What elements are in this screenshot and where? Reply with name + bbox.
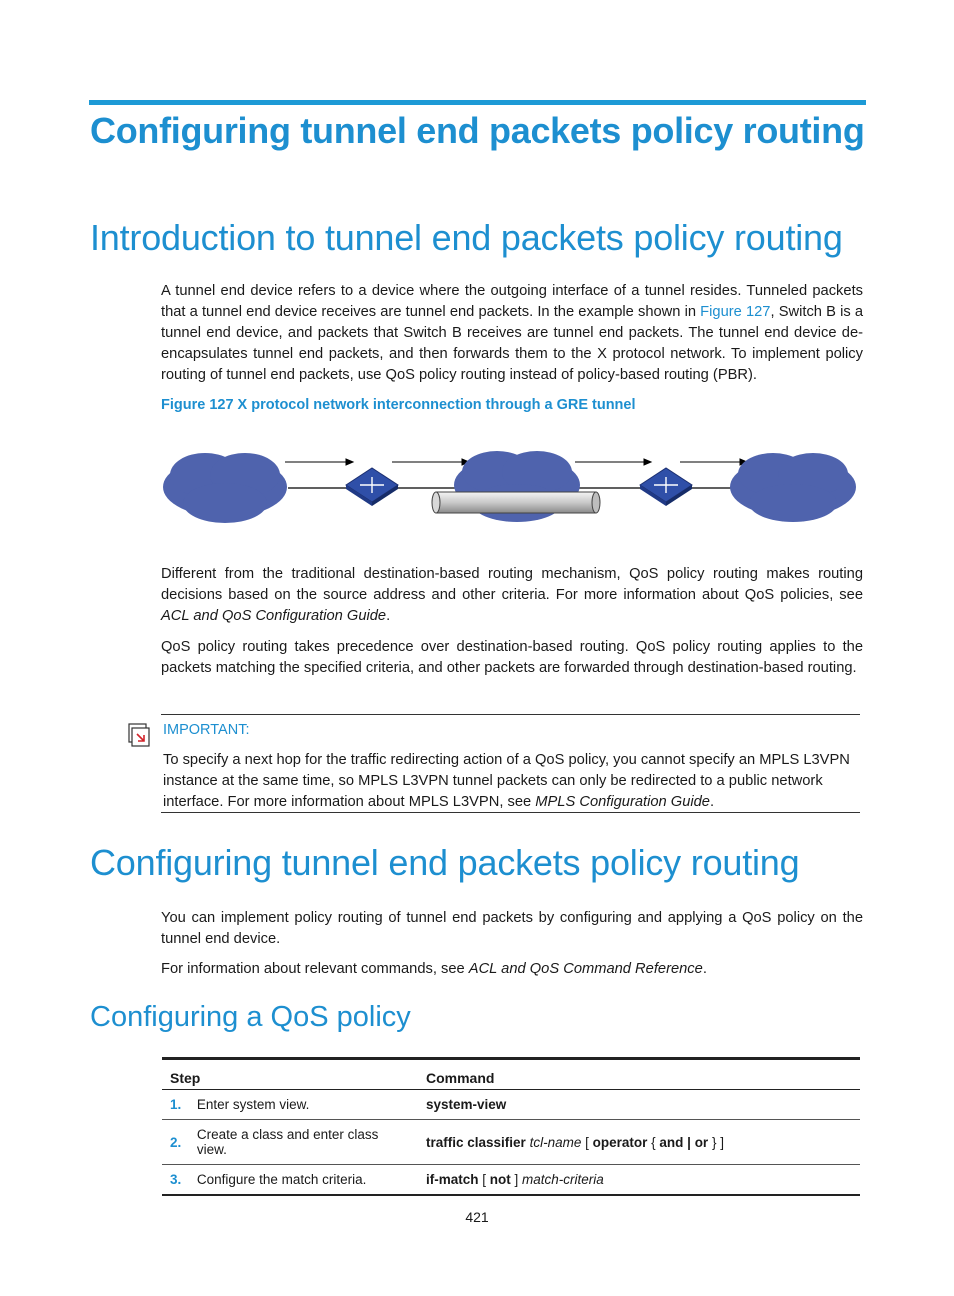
command-token: tcl-name — [529, 1134, 582, 1150]
command-token: system-view — [426, 1097, 507, 1112]
config-2-text-a: For information about relevant commands, see — [161, 961, 469, 977]
gre-tunnel-figure — [160, 445, 860, 530]
intro-heading: Introduction to tunnel end packets policy routing — [90, 217, 843, 258]
config-paragraph-2 — [161, 959, 863, 980]
step-command — [418, 1165, 860, 1195]
intro-paragraph-2 — [161, 564, 863, 627]
step-number: 3. — [162, 1165, 189, 1195]
cloud-icon — [730, 453, 856, 522]
step-number: 2. — [162, 1120, 189, 1165]
step-column-header: Step — [162, 1059, 418, 1090]
command-token: [ — [478, 1171, 490, 1187]
step-description: Create a class and enter class view. — [189, 1120, 418, 1165]
table-header-row — [162, 1059, 860, 1090]
important-text — [163, 750, 863, 813]
note-bottom-rule — [161, 812, 860, 813]
config-paragraph-1: You can implement policy routing of tunnel end packets by configuring and applying a QoS policy on the tunnel end device. — [161, 910, 863, 947]
intro-text-b: , Switch B is a tunnel end device, and packets that Switch B receives are tunnel end packets. The tunnel end device de-encapsulates tunnel end packets, and then forwards them to the X protocol network. To implement policy routing of tunnel end packets, use QoS policy routing instead of policy-based routing (PBR). — [161, 304, 863, 383]
acl-qos-cmd-ref: ACL and QoS Command Reference — [468, 961, 703, 977]
important-text-a: To specify a next hop for the traffic redirecting action of a QoS policy, you cannot specify an MPLS L3VPN instance at the same time, so MPLS L3VPN tunnel packets can only be redirected to a public network interface. For more information about MPLS L3VPN, see — [163, 752, 850, 810]
step-number: 1. — [162, 1090, 189, 1120]
command-token: not — [489, 1171, 511, 1187]
intro-2-text-a: Different from the traditional destination-based routing mechanism, QoS policy routing makes routing decisions based on the source address and other criteria. For more information about QoS policies, see — [161, 566, 863, 603]
qos-policy-heading: Configuring a QoS policy — [90, 1001, 411, 1033]
arrow-icon — [680, 459, 747, 465]
chapter-top-rule — [89, 100, 866, 105]
command-token: and — [659, 1134, 684, 1150]
gre-tunnel-icon — [432, 492, 600, 513]
arrow-icon — [575, 459, 651, 465]
intro-text-a: A tunnel end device refers to a device where the outgoing interface of a tunnel resides. Tunneled packets that a tunnel end device receives are tunnel end packets. In the example shown in — [161, 283, 863, 320]
intro-2-text-b: . — [386, 608, 391, 624]
switch-icon — [640, 468, 692, 506]
command-token: traffic classifier — [426, 1134, 526, 1150]
important-title: IMPORTANT: — [163, 722, 250, 738]
command-token: or — [694, 1134, 709, 1150]
intro-paragraph-1 — [161, 281, 863, 386]
chapter-title: Configuring tunnel end packets policy routing — [90, 110, 865, 151]
command-token: } ] — [708, 1134, 724, 1150]
config-heading: Configuring tunnel end packets policy routing — [90, 842, 800, 883]
page-number: 421 — [465, 1209, 489, 1225]
command-token: match-criteria — [522, 1171, 604, 1187]
figure-127-link[interactable]: Figure 127 — [700, 304, 771, 320]
switch-icon — [346, 468, 398, 506]
step-command — [418, 1090, 860, 1120]
note-top-rule — [161, 714, 860, 715]
qos-steps-table — [162, 1057, 860, 1196]
step-description: Configure the match criteria. — [189, 1165, 418, 1195]
table-row — [162, 1090, 860, 1120]
arrow-icon — [392, 459, 469, 465]
important-text-b: . — [709, 794, 715, 810]
step-command — [418, 1120, 860, 1165]
command-token: ] — [510, 1171, 523, 1187]
config-2-text-b: . — [702, 961, 707, 977]
table-row — [162, 1165, 860, 1195]
important-icon — [128, 723, 150, 747]
step-description: Enter system view. — [189, 1090, 418, 1120]
command-token: if-match — [426, 1171, 479, 1187]
arrow-icon — [285, 459, 353, 465]
command-token: [ — [581, 1134, 593, 1150]
command-token: | — [683, 1134, 695, 1150]
figure-caption: Figure 127 X protocol network interconnection through a GRE tunnel — [161, 397, 636, 413]
acl-qos-config-guide-ref: ACL and QoS Configuration Guide — [161, 608, 387, 624]
intro-paragraph-3: QoS policy routing takes precedence over destination-based routing. QoS policy routing applies to the packets matching the specified criteria, and other packets are forwarded through destination-based routing. — [161, 639, 863, 676]
cloud-icon — [163, 453, 287, 523]
table-row — [162, 1120, 860, 1165]
mpls-config-guide-ref: MPLS Configuration Guide — [535, 794, 710, 810]
command-token: operator — [592, 1134, 648, 1150]
command-token: { — [647, 1134, 660, 1150]
command-column-header: Command — [418, 1059, 860, 1090]
